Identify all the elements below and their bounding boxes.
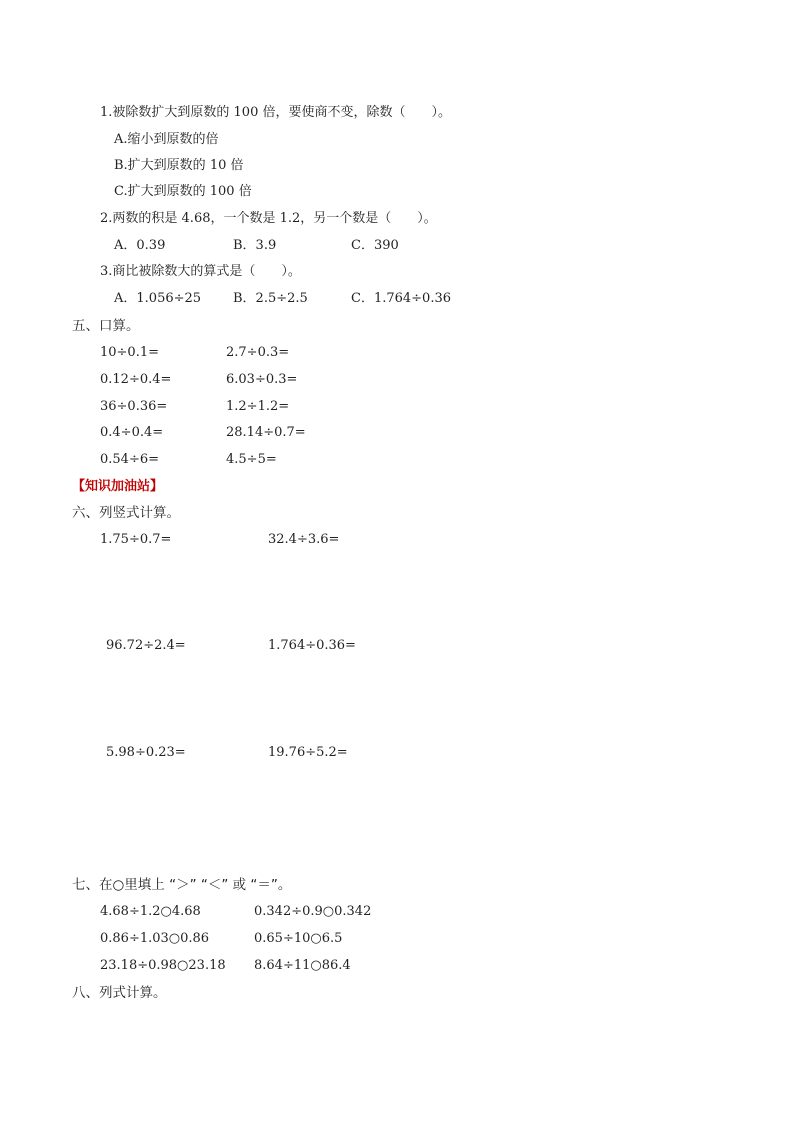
- section-8-title: 八、列式计算。: [72, 985, 167, 1001]
- compare-item: 0.342÷0.9○0.342: [254, 904, 372, 919]
- oral-calc-item: 4.5÷5=: [226, 452, 277, 467]
- oral-calc-item: 28.14÷0.7=: [226, 425, 306, 440]
- section-7-title: 七、在○里填上 “＞” “＜” 或 “＝”。: [72, 877, 292, 893]
- question-1: 1.被除数扩大到原数的 100 倍，要使商不变，除数（ ）。: [100, 105, 451, 120]
- compare-item: 23.18÷0.98○23.18: [100, 958, 226, 973]
- q2-option-a: A．0.39: [114, 238, 166, 253]
- knowledge-station-label: 【知识加油站】: [72, 479, 164, 494]
- oral-calc-item: 0.12÷0.4=: [100, 372, 172, 387]
- compare-item: 0.65÷10○6.5: [254, 931, 343, 946]
- q1-option-a: A.缩小到原数的倍: [114, 132, 219, 147]
- oral-calc-item: 36÷0.36=: [100, 399, 168, 414]
- oral-calc-item: 6.03÷0.3=: [226, 372, 298, 387]
- oral-calc-item: 10÷0.1=: [100, 345, 160, 360]
- section-5-title: 五、口算。: [72, 318, 140, 334]
- section-6-title: 六、列竖式计算。: [72, 505, 180, 521]
- q3-option-a: A．1.056÷25: [114, 291, 202, 306]
- question-3: 3.商比被除数大的算式是（ ）。: [100, 264, 301, 279]
- vertical-calc-item: 5.98÷0.23=: [106, 745, 186, 760]
- vertical-calc-item: 1.75÷0.7=: [100, 532, 172, 547]
- oral-calc-item: 1.2÷1.2=: [226, 399, 290, 414]
- oral-calc-item: 0.54÷6=: [100, 452, 160, 467]
- q1-option-b: B.扩大到原数的 10 倍: [114, 158, 244, 173]
- q1-option-c: C.扩大到原数的 100 倍: [114, 184, 252, 199]
- q3-option-b: B．2.5÷2.5: [233, 291, 308, 306]
- vertical-calc-item: 1.764÷0.36=: [268, 638, 356, 653]
- compare-item: 4.68÷1.2○4.68: [100, 904, 201, 919]
- q3-option-c: C．1.764÷0.36: [351, 291, 452, 306]
- vertical-calc-item: 96.72÷2.4=: [106, 638, 186, 653]
- vertical-calc-item: 32.4÷3.6=: [268, 532, 340, 547]
- question-2: 2.两数的积是 4.68，一个数是 1.2，另一个数是（ ）。: [100, 211, 437, 226]
- vertical-calc-item: 19.76÷5.2=: [268, 745, 348, 760]
- compare-item: 0.86÷1.03○0.86: [100, 931, 210, 946]
- oral-calc-item: 0.4÷0.4=: [100, 425, 164, 440]
- q2-option-b: B．3.9: [233, 238, 277, 253]
- compare-item: 8.64÷11○86.4: [254, 958, 351, 973]
- oral-calc-item: 2.7÷0.3=: [226, 345, 290, 360]
- q2-option-c: C．390: [351, 238, 399, 253]
